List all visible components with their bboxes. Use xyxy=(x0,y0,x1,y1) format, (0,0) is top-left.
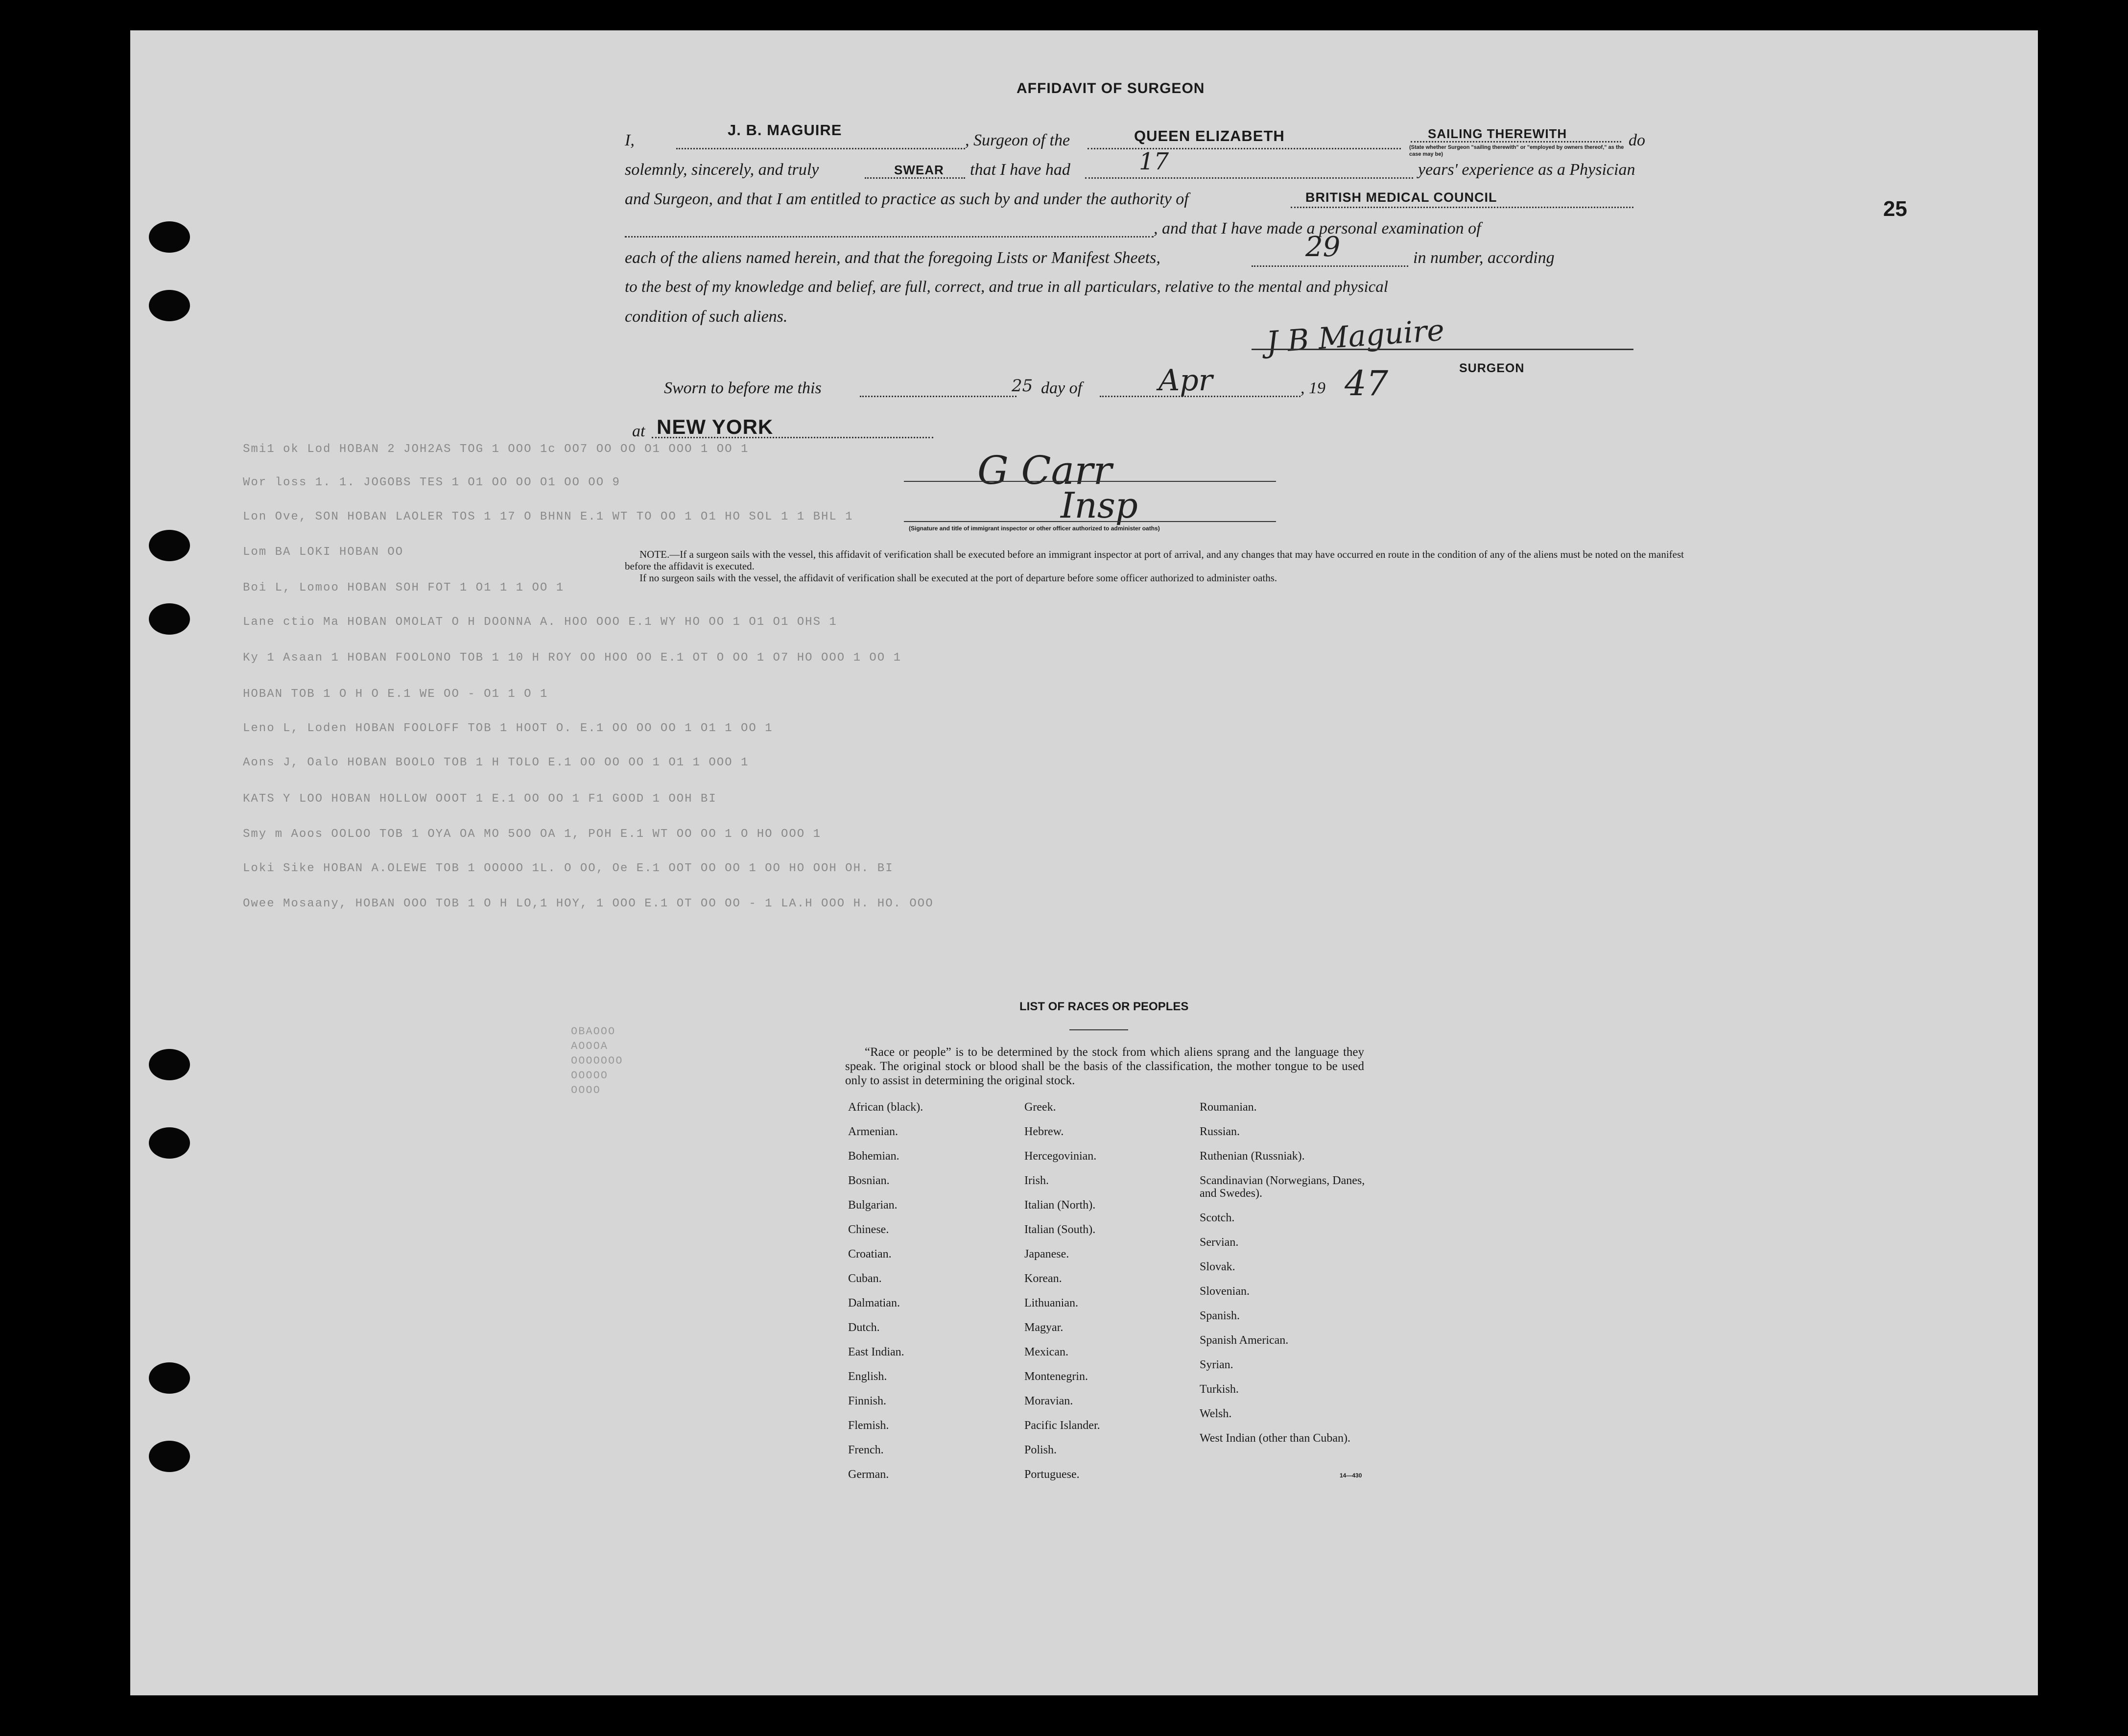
signature-line xyxy=(1252,349,1633,350)
form-number: 14—430 xyxy=(1340,1472,1362,1479)
years-experience: 17 xyxy=(1139,148,1169,175)
bleed-through-row: Wor loss 1. 1. JOGOBS TES 1 O1 OO OO O1 OO OO 9 xyxy=(243,476,620,489)
affidavit-line-6: to the best of my knowledge and belief, are full, correct, and true in all particulars, relative to the mental and physical xyxy=(625,278,1388,296)
race-item: Magyar. xyxy=(1024,1321,1064,1334)
races-intro: “Race or people” is to be determined by the stock from which aliens sprang and the language they speak. The original stock or blood shall be the basis of the classification, the mother tongue to be used only to assist in determining the original stock. xyxy=(845,1046,1364,1087)
officer-title: Insp xyxy=(1061,485,1138,526)
punch-hole xyxy=(149,1441,190,1472)
sheets-count: 29 xyxy=(1305,231,1341,263)
affidavit-line-4: , and that I have made a personal examination of xyxy=(1154,219,1481,238)
affidavit-note xyxy=(625,548,1702,584)
race-item: Lithuanian. xyxy=(1024,1297,1078,1309)
race-item: Spanish American. xyxy=(1200,1334,1289,1347)
authority-underline xyxy=(1291,207,1633,208)
bleed-through-row: Ky 1 Asaan 1 HOBAN FOOLONO TOB 1 10 H ROY OO HOO OO E.1 OT O OO 1 O7 HO OOO 1 OO 1 xyxy=(243,651,901,665)
race-item: Moravian. xyxy=(1024,1395,1073,1407)
sworn-day-underline xyxy=(860,396,1017,397)
race-item: Montenegrin. xyxy=(1024,1370,1088,1383)
affidavit-line-2-prefix: solemnly, sincerely, and truly xyxy=(625,161,819,179)
race-item: Korean. xyxy=(1024,1272,1062,1285)
race-item: Dalmatian. xyxy=(848,1297,900,1309)
race-item: West Indian (other than Cuban). xyxy=(1200,1432,1350,1445)
races-title: LIST OF RACES OR PEOPLES xyxy=(1019,1000,1189,1013)
race-item: English. xyxy=(848,1370,887,1383)
vessel-name: QUEEN ELIZABETH xyxy=(1134,127,1285,144)
race-item: Scotch. xyxy=(1200,1212,1235,1224)
race-item: Italian (North). xyxy=(1024,1199,1096,1212)
sworn-day: 25 xyxy=(1012,376,1033,396)
officer-caption: (Signature and title of immigrant inspector or other officer authorized to administer oaths) xyxy=(909,525,1160,532)
bleed-through-row: Lane ctio Ma HOBAN OMOLAT O H DOONNA A. HOO OOO E.1 WY HO OO 1 O1 O1 OHS 1 xyxy=(243,616,837,629)
bleed-through-row: Smi1 ok Lod HOBAN 2 JOH2AS TOG 1 OOO 1c OO7 OO OO O1 OOO 1 OO 1 xyxy=(243,443,749,456)
vessel-underline xyxy=(1088,148,1401,149)
punch-hole xyxy=(149,1127,190,1159)
affidavit-line-3-prefix: and Surgeon, and that I am entitled to practice as such by and under the authority of xyxy=(625,190,1189,208)
race-item: Mexican. xyxy=(1024,1346,1068,1358)
race-item: Flemish. xyxy=(848,1419,889,1432)
punch-hole xyxy=(149,290,190,321)
note-label: NOTE. xyxy=(639,548,670,560)
race-item: Slovak. xyxy=(1200,1260,1235,1273)
race-item: Finnish. xyxy=(848,1395,887,1407)
race-item: Turkish. xyxy=(1200,1383,1239,1396)
race-item: East Indian. xyxy=(848,1346,904,1358)
punch-hole xyxy=(149,603,190,635)
race-item: African (black). xyxy=(848,1101,923,1114)
race-item: Pacific Islander. xyxy=(1024,1419,1100,1432)
punch-hole xyxy=(149,1362,190,1394)
races-title-rule xyxy=(1069,1029,1128,1030)
oath-word: SWEAR xyxy=(894,163,944,177)
bleed-through-row: Leno L, Loden HOBAN FOOLOFF TOB 1 HOOT O. E.1 OO OO OO 1 O1 1 OO 1 xyxy=(243,722,773,735)
race-item: Roumanian. xyxy=(1200,1101,1257,1114)
bleed-through-row: Lom BA LOKI HOBAN OO xyxy=(243,546,404,559)
race-item: German. xyxy=(848,1468,889,1481)
sheets-underline xyxy=(1252,265,1408,267)
years-underline xyxy=(1085,177,1413,179)
races-column-1 xyxy=(848,1101,923,1493)
bleed-through-row: Smy m Aoos OOLOO TOB 1 OYA OA MO 5OO OA 1, POH E.1 WT OO OO 1 O HO OOO 1 xyxy=(243,828,821,841)
race-item: French. xyxy=(848,1444,884,1456)
race-item: Japanese. xyxy=(1024,1248,1069,1260)
officer-signature: G Carr xyxy=(977,448,1112,493)
affidavit-title: AFFIDAVIT OF SURGEON xyxy=(1017,80,1205,96)
bleed-through-row: Boi L, Lomoo HOBAN SOH FOT 1 O1 1 1 OO 1 xyxy=(243,581,565,595)
affidavit-line-5-suffix: in number, according xyxy=(1413,249,1555,267)
race-item: Bulgarian. xyxy=(848,1199,898,1212)
affidavit-line-7: condition of such aliens. xyxy=(625,308,788,326)
race-item: Hebrew. xyxy=(1024,1125,1064,1138)
sworn-year: 47 xyxy=(1345,363,1389,404)
sworn-prefix: Sworn to before me this xyxy=(664,379,822,397)
race-item: Cuban. xyxy=(848,1272,882,1285)
race-item: Irish. xyxy=(1024,1174,1049,1187)
race-item: Polish. xyxy=(1024,1444,1057,1456)
race-item: Italian (South). xyxy=(1024,1223,1096,1236)
bleed-through-row: Lon Ove, SON HOBAN LAOLER TOS 1 17 O BHNN E.1 WT TO OO 1 O1 HO SOL 1 1 BHL 1 xyxy=(243,510,853,523)
manifest-sheet xyxy=(130,30,2038,1695)
officer-signature-line-1 xyxy=(904,481,1276,482)
authority-name: BRITISH MEDICAL COUNCIL xyxy=(1305,190,1497,205)
sworn-year-prefix: , 19 xyxy=(1300,379,1325,397)
note-text-1: —If a surgeon sails with the vessel, this affidavit of verification shall be executed before an immigrant inspector at port of arrival, and any changes that may have occurred en route in the condition of any of the aliens must be noted on the manifest before the affidavit is executed. xyxy=(625,548,1684,572)
race-item: Spanish. xyxy=(1200,1309,1240,1322)
affidavit-line-1-mid: , Surgeon of the xyxy=(965,131,1070,149)
sailing-status: SAILING THEREWITH xyxy=(1428,126,1567,141)
race-item: Russian. xyxy=(1200,1125,1240,1138)
surgeon-signature: J B Maguire xyxy=(1265,313,1445,360)
bleed-through-row: Owee Mosaany, HOBAN OOO TOB 1 O H LO,1 HOY, 1 OOO E.1 OT OO OO - 1 LA.H OOO H. HO. OOO xyxy=(243,897,934,910)
race-item: Welsh. xyxy=(1200,1407,1232,1420)
races-column-3 xyxy=(1200,1101,1366,1469)
race-item: Croatian. xyxy=(848,1248,892,1260)
authority-continuation-underline xyxy=(625,236,1154,238)
officer-signature-line-2 xyxy=(904,521,1276,522)
race-item: Slovenian. xyxy=(1200,1285,1250,1298)
race-item: Scandinavian (Norwegians, Danes, and Swedes). xyxy=(1200,1174,1365,1200)
page-number: 25 xyxy=(1883,197,1907,221)
punch-hole xyxy=(149,530,190,561)
surgeon-label: SURGEON xyxy=(1459,361,1525,375)
bleed-through-row: KATS Y LOO HOBAN HOLLOW OOOT 1 E.1 OO OO 1 F1 GOOD 1 OOH BI xyxy=(243,792,717,806)
race-item: Ruthenian (Russniak). xyxy=(1200,1150,1305,1163)
race-item: Chinese. xyxy=(848,1223,889,1236)
affidavit-line-1-suffix: do xyxy=(1629,131,1645,149)
race-item: Dutch. xyxy=(848,1321,880,1334)
race-item: Servian. xyxy=(1200,1236,1239,1249)
race-item: Armenian. xyxy=(848,1125,898,1138)
sailing-note: (State whether Surgeon "sailing therewith" or "employed by owners thereof," as the case may be) xyxy=(1409,144,1624,157)
race-item: Greek. xyxy=(1024,1101,1056,1114)
race-item: Bohemian. xyxy=(848,1150,899,1163)
bleed-through-row: Loki Sike HOBAN A.OLEWE TOB 1 OOOOO 1L. O OO, Oe E.1 OOT OO OO 1 OO HO OOH OH. BI xyxy=(243,862,894,875)
race-item: Portuguese. xyxy=(1024,1468,1080,1481)
affidavit-line-2-suffix: years' experience as a Physician xyxy=(1418,161,1635,179)
at-prefix: at xyxy=(632,422,645,440)
race-item: Bosnian. xyxy=(848,1174,890,1187)
punch-hole xyxy=(149,221,190,253)
sworn-month: Apr xyxy=(1159,363,1213,398)
races-column-2 xyxy=(1024,1101,1100,1493)
surgeon-name: J. B. MAGUIRE xyxy=(728,121,842,139)
note-text-2: If no surgeon sails with the vessel, the affidavit of verification shall be executed at the port of departure before some officer authorized to administer oaths. xyxy=(639,572,1277,584)
race-item: Syrian. xyxy=(1200,1358,1233,1371)
sworn-mid: day of xyxy=(1041,379,1083,397)
race-item: Hercegovinian. xyxy=(1024,1150,1097,1163)
affidavit-line-2-mid: that I have had xyxy=(970,161,1070,179)
bleed-through-row: Aons J, Oalo HOBAN BOOLO TOB 1 H TOLO E.1 OO OO OO 1 O1 1 OOO 1 xyxy=(243,756,749,769)
at-place: NEW YORK xyxy=(657,415,774,438)
punch-hole xyxy=(149,1049,190,1080)
surgeon-name-underline xyxy=(676,148,965,149)
affidavit-line-1-prefix: I, xyxy=(625,131,635,149)
bleed-through-row: HOBAN TOB 1 O H O E.1 WE OO - O1 1 O 1 xyxy=(243,688,548,701)
affidavit-line-5-prefix: each of the aliens named herein, and that the foregoing Lists or Manifest Sheets, xyxy=(625,249,1160,267)
bleed-through-smudge: OBAOOO AOOOA OOOOOOO OOOOO OOOO xyxy=(571,1025,623,1096)
